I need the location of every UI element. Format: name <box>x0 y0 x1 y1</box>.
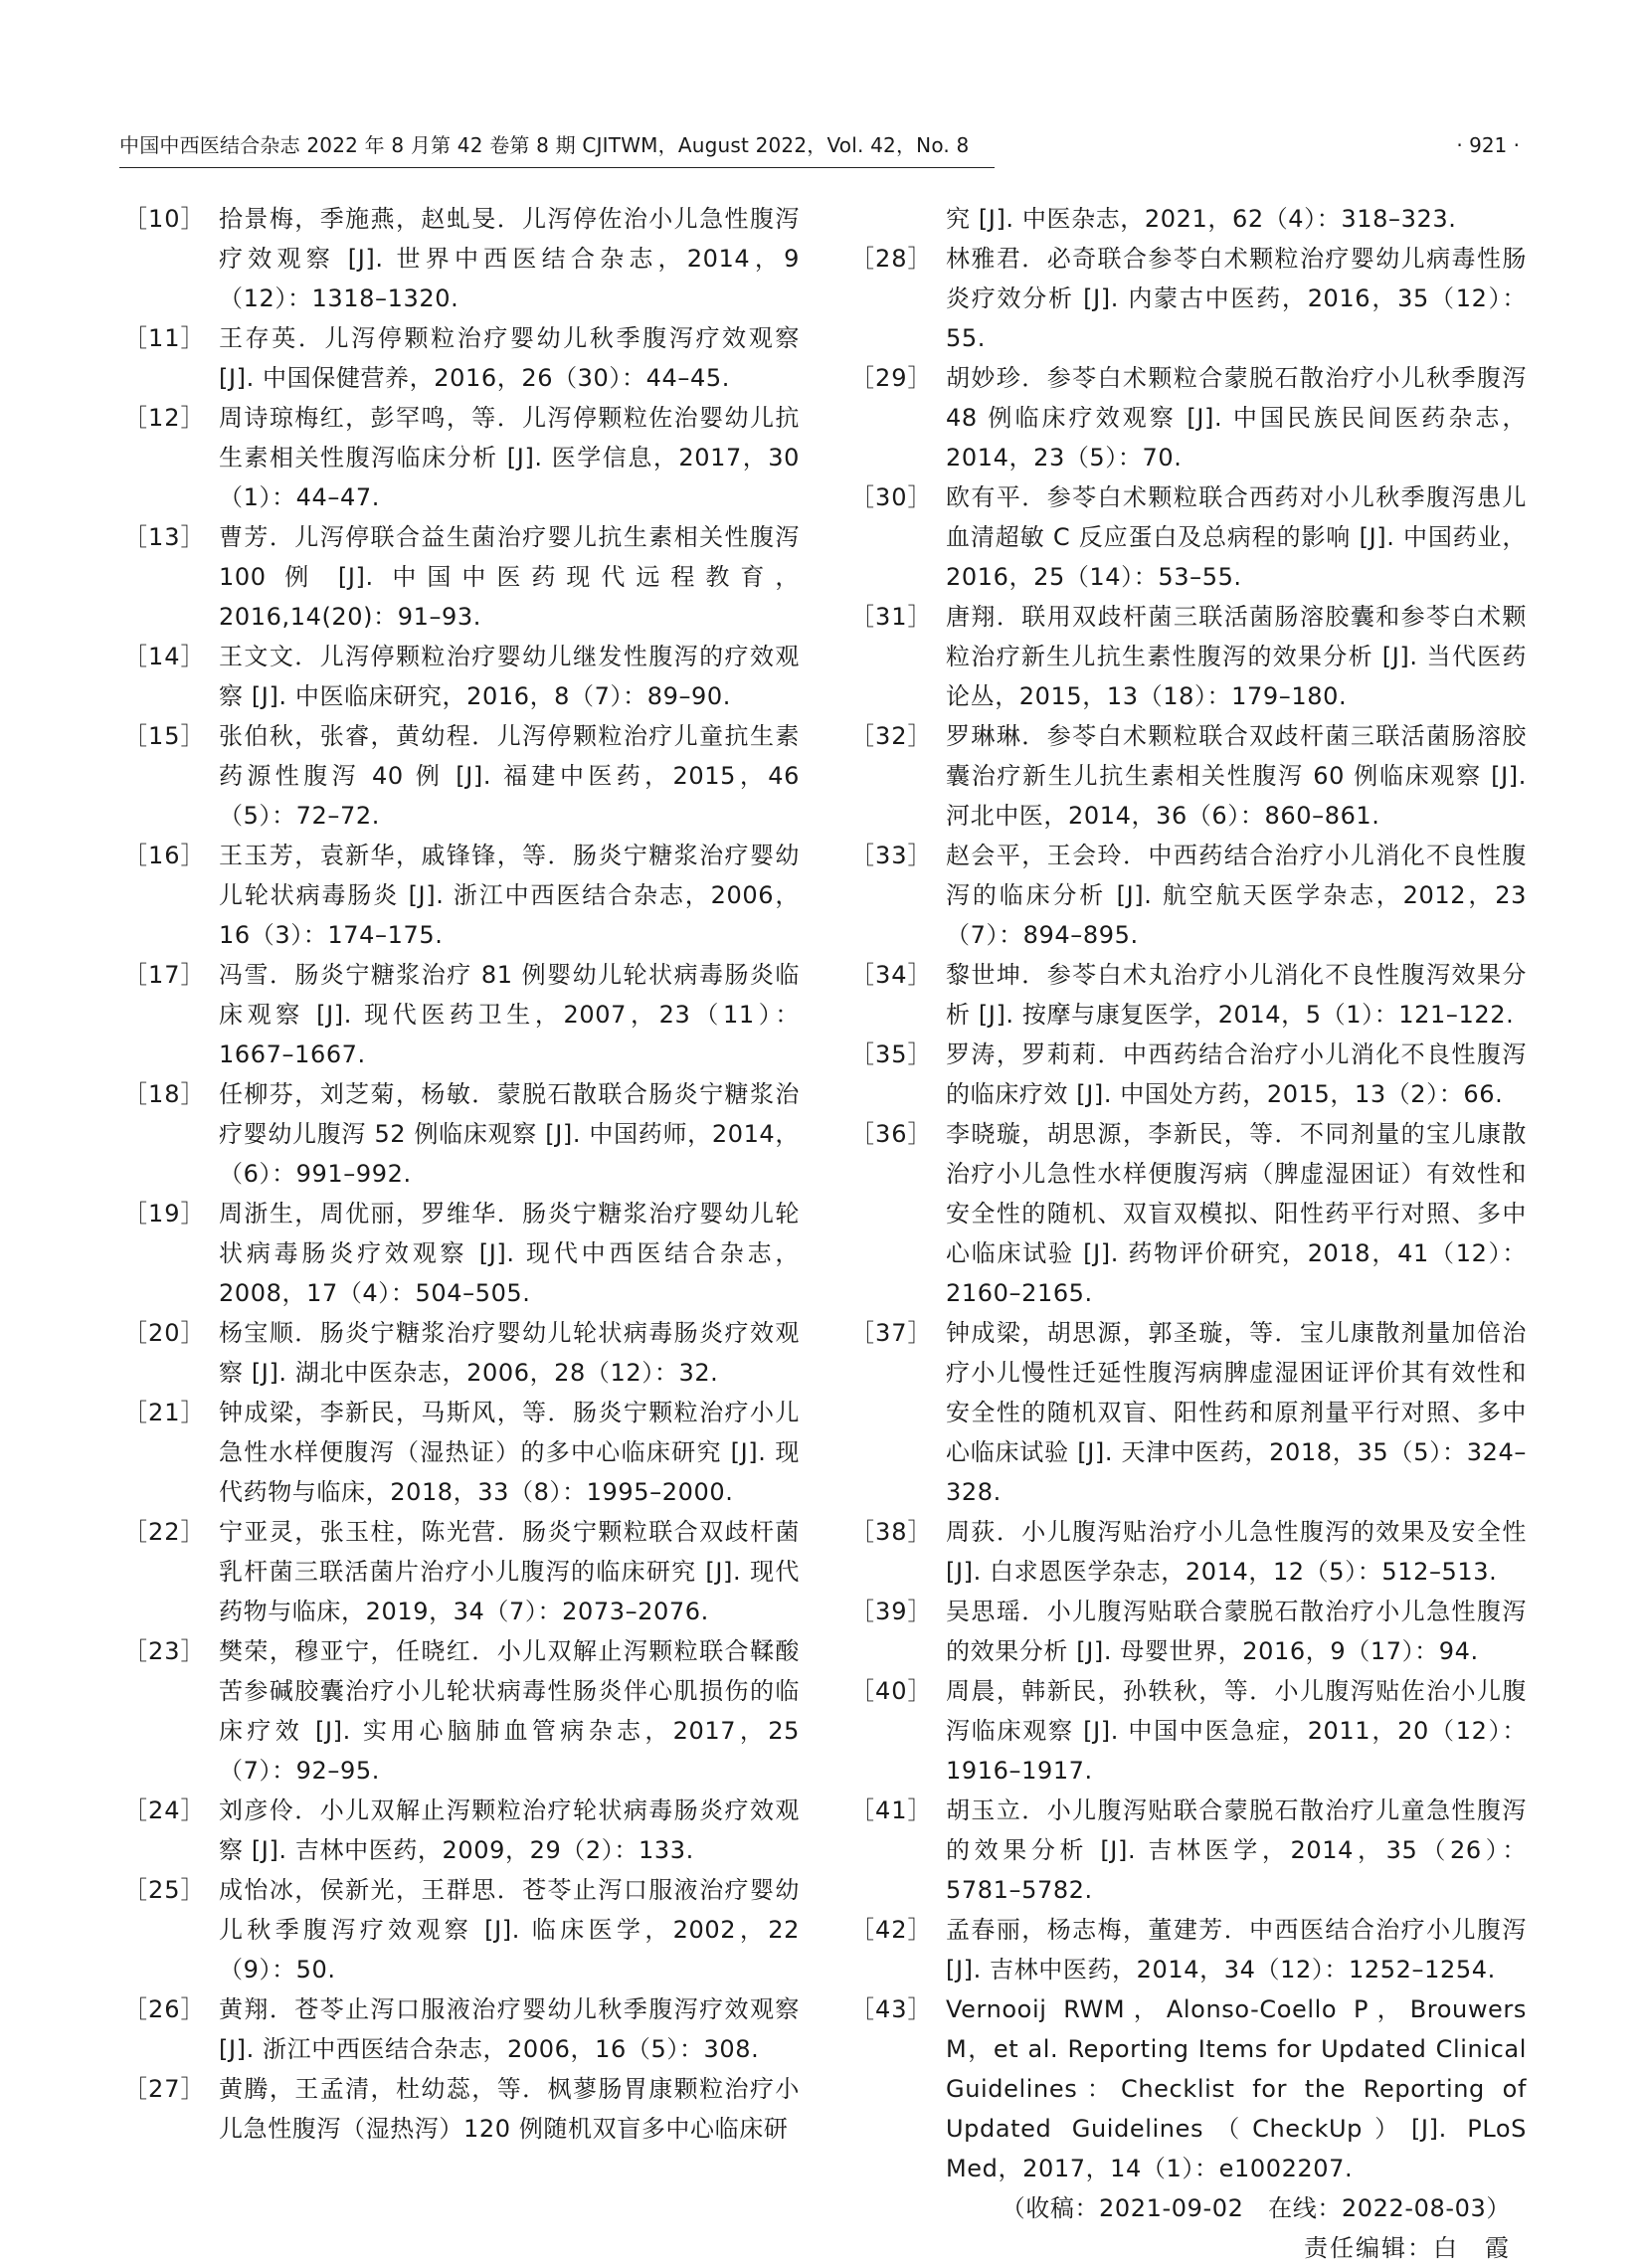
reference-text: 孟春丽，杨志梅，董建芳．中西医结合治疗小儿腹泻 [J]. 吉林中医药，2014，34（12）：1252–1254. <box>946 1916 1527 1984</box>
reference-number: ［12］ <box>123 404 206 432</box>
reference-text: 王存英．儿泻停颗粒治疗婴幼儿秋季腹泻疗效观察 [J]. 中国保健营养，2016，26（30）：44–45. <box>219 324 800 392</box>
reference-number: ［26］ <box>123 1995 206 2023</box>
reference-text: 吴思瑶．小儿腹泻贴联合蒙脱石散治疗小儿急性腹泻的效果分析 [J]. 母婴世界，2016，9（17）：94. <box>946 1598 1527 1665</box>
reference-number: ［42］ <box>850 1916 933 1944</box>
reference-entry <box>850 597 1527 716</box>
reference-entry <box>123 1870 800 1989</box>
header-rule <box>119 167 995 168</box>
reference-entry <box>123 199 800 318</box>
reference-text: 杨宝顺．肠炎宁糖浆治疗婴幼儿轮状病毒肠炎疗效观察 [J]. 湖北中医杂志，2006，28（12）：32. <box>219 1319 800 1387</box>
reference-number: ［22］ <box>123 1518 206 1546</box>
reference-entry <box>123 1791 800 1870</box>
reference-entry <box>123 637 800 716</box>
reference-text: 罗琳琳．参苓白术颗粒联合双歧杆菌三联活菌肠溶胶囊治疗新生儿抗生素相关性腹泻 60 例临床观察 [J]. 河北中医，2014，36（6）：860–861. <box>946 722 1527 830</box>
reference-text: 宁亚灵，张玉柱，陈光营．肠炎宁颗粒联合双歧杆菌乳杆菌三联活菌片治疗小儿腹泻的临床研究 [J]. 现代药物与临床，2019，34（7）：2073–2076. <box>219 1518 800 1625</box>
reference-number: ［15］ <box>123 722 206 750</box>
running-header <box>119 127 1532 163</box>
reference-entry <box>123 1194 800 1313</box>
reference-text: 黄腾，王孟清，杜幼蕊，等．枫蓼肠胃康颗粒治疗小儿急性腹泻（湿热泻）120 例随机双盲多中心临床研 <box>219 2075 800 2143</box>
reference-number: ［37］ <box>850 1319 933 1347</box>
reference-number: ［39］ <box>850 1598 933 1625</box>
reference-entry <box>123 1631 800 1791</box>
reference-column-left <box>123 199 800 2149</box>
reference-text: 拾景梅，季施燕，赵虬旻．儿泻停佐治小儿急性腹泻疗效观察 [J]. 世界中西医结合杂志，2014，9（12）：1318–1320. <box>219 205 800 312</box>
reference-entry <box>123 1393 800 1512</box>
reference-entry <box>123 318 800 398</box>
reference-number: ［16］ <box>123 842 206 869</box>
reference-text: 王玉芳，袁新华，戚锋锋，等．肠炎宁糖浆治疗婴幼儿轮状病毒肠炎 [J]. 浙江中西医结合杂志，2006，16（3）：174–175. <box>219 842 800 949</box>
reference-number: ［28］ <box>850 245 933 273</box>
reference-number: ［20］ <box>123 1319 206 1347</box>
reference-entry <box>850 836 1527 955</box>
reference-text: 成怡冰，侯新光，王群思．苍苓止泻口服液治疗婴幼儿秋季腹泻疗效观察 [J]. 临床医学，2002，22（9）：50. <box>219 1876 800 1984</box>
reference-entry <box>850 1671 1527 1791</box>
reference-number: ［17］ <box>123 961 206 989</box>
reference-text: 黎世坤．参苓白术丸治疗小儿消化不良性腹泻效果分析 [J]. 按摩与康复医学，2014，5（1）：121–122. <box>946 961 1527 1029</box>
reference-number: ［21］ <box>123 1399 206 1426</box>
reference-number: ［13］ <box>123 523 206 551</box>
reference-list-right <box>850 239 1527 2188</box>
reference-entry <box>850 1592 1527 1671</box>
reference-text: 黄翔．苍苓止泻口服液治疗婴幼儿秋季腹泻疗效观察 [J]. 浙江中西医结合杂志，2006，16（5）：308. <box>219 1995 800 2063</box>
reference-entry <box>123 836 800 955</box>
reference-entry <box>123 398 800 517</box>
reference-text: 罗涛，罗莉莉．中西药结合治疗小儿消化不良性腹泻的临床疗效 [J]. 中国处方药，2015，13（2）：66. <box>946 1040 1527 1108</box>
reference-number: ［14］ <box>123 643 206 670</box>
reference-number: ［27］ <box>123 2075 206 2103</box>
reference-entry <box>850 358 1527 477</box>
reference-number: ［25］ <box>123 1876 206 1904</box>
reference-entry <box>850 1989 1527 2188</box>
reference-text: 樊荣，穆亚宁，任晓红．小儿双解止泻颗粒联合鞣酸苦参碱胶囊治疗小儿轮状病毒性肠炎伴心肌损伤的临床疗效 [J]. 实用心脑肺血管病杂志，2017，25（7）：92–95. <box>219 1637 800 1785</box>
reference-number: ［33］ <box>850 842 933 869</box>
reference-entry <box>850 1512 1527 1592</box>
reference-number: ［31］ <box>850 603 933 631</box>
reference-text: 赵会平，王会玲．中西药结合治疗小儿消化不良性腹泻的临床分析 [J]. 航空航天医学杂志，2012，23（7）：894–895. <box>946 842 1527 949</box>
reference-text: 李晓璇，胡思源，李新民，等．不同剂量的宝儿康散治疗小儿急性水样便腹泻病（脾虚湿困证）有效性和安全性的随机、双盲双模拟、阳性药平行对照、多中心临床试验 [J]. 药物评价研究，2018，41（12）：2160–2165. <box>946 1120 1527 1307</box>
reference-entry <box>850 1791 1527 1910</box>
reference-entry <box>850 477 1527 597</box>
reference-text: 张伯秋，张睿，黄幼程．儿泻停颗粒治疗儿童抗生素药源性腹泻 40 例 [J]. 福建中医药，2015，46（5）：72–72. <box>219 722 800 830</box>
reference-text: 冯雪．肠炎宁糖浆治疗 81 例婴幼儿轮状病毒肠炎临床观察 [J]. 现代医药卫生，2007，23（11）：1667–1667. <box>219 961 800 1068</box>
reference-entry <box>850 1114 1527 1313</box>
reference-text: 曹芳．儿泻停联合益生菌治疗婴儿抗生素相关性腹泻 100 例 [J]. 中国中医药现代远程教育，2016,14(20)：91–93. <box>219 523 800 631</box>
reference-entry <box>850 955 1527 1035</box>
reference-number: ［36］ <box>850 1120 933 1148</box>
reference-entry <box>850 1910 1527 1989</box>
reference-text: 欧有平．参苓白术颗粒联合西药对小儿秋季腹泻患儿血清超敏 C 反应蛋白及总病程的影响 [J]. 中国药业，2016，25（14）：53–55. <box>946 483 1527 591</box>
page-number: · 921 · <box>1456 133 1520 157</box>
reference-number: ［24］ <box>123 1796 206 1824</box>
reference-text: 胡玉立．小儿腹泻贴联合蒙脱石散治疗儿童急性腹泻的效果分析 [J]. 吉林医学，2014，35（26）：5781–5782. <box>946 1796 1527 1904</box>
reference-text: 唐翔．联用双歧杆菌三联活菌肠溶胶囊和参苓白术颗粒治疗新生儿抗生素性腹泻的效果分析 [J]. 当代医药论丛，2015，13（18）：179–180. <box>946 603 1527 710</box>
reference-number: ［10］ <box>123 205 206 233</box>
reference-entry <box>123 716 800 836</box>
reference-entry <box>123 1989 800 2069</box>
received-online-dates: （收稿：2021-09-02 在线：2022-08-03） <box>1001 2194 1511 2222</box>
reference-number: ［11］ <box>123 324 206 352</box>
reference-number: ［35］ <box>850 1040 933 1068</box>
reference-entry <box>850 716 1527 836</box>
reference-number: ［32］ <box>850 722 933 750</box>
reference-text: 刘彦伶．小儿双解止泻颗粒治疗轮状病毒肠炎疗效观察 [J]. 吉林中医药，2009，29（2）：133. <box>219 1796 800 1864</box>
reference-text: Vernooij RWM，Alonso-Coello P，Brouwers M，et al. Reporting Items for Updated Clinical Guidelines：Checklist for the Reporting of Updated Guidelines（CheckUp）[J]. PLoS Med，2017，14（1）：e1002207. <box>946 1995 1527 2182</box>
reference-text: 周浙生，周优丽，罗维华．肠炎宁糖浆治疗婴幼儿轮状病毒肠炎疗效观察 [J]. 现代中西医结合杂志，2008，17（4）：504–505. <box>219 1200 800 1307</box>
reference-text: 钟成梁，胡思源，郭圣璇，等．宝儿康散剂量加倍治疗小儿慢性迁延性腹泻病脾虚湿困证评价其有效性和安全性的随机双盲、阳性药和原剂量平行对照、多中心临床试验 [J]. 天津中医药，2018，35（5）：324–328. <box>946 1319 1527 1506</box>
reference-number: ［38］ <box>850 1518 933 1546</box>
reference-text: 钟成梁，李新民，马斯风，等．肠炎宁颗粒治疗小儿急性水样便腹泻（湿热证）的多中心临床研究 [J]. 现代药物与临床，2018，33（8）：1995–2000. <box>219 1399 800 1506</box>
reference-number: ［34］ <box>850 961 933 989</box>
reference-entry <box>850 1313 1527 1512</box>
reference-number: ［18］ <box>123 1080 206 1108</box>
reference-number: ［43］ <box>850 1995 933 2023</box>
reference-number: ［19］ <box>123 1200 206 1228</box>
reference-text: 周诗琼梅红，彭罕鸣，等．儿泻停颗粒佐治婴幼儿抗生素相关性腹泻临床分析 [J]. 医学信息，2017，30（1）：44–47. <box>219 404 800 511</box>
reference-entry <box>850 1035 1527 1114</box>
reference-text: 林雅君．必奇联合参苓白术颗粒治疗婴幼儿病毒性肠炎疗效分析 [J]. 内蒙古中医药，2016，35（12）：55. <box>946 245 1527 352</box>
reference-entry <box>123 517 800 637</box>
reference-text: 周荻．小儿腹泻贴治疗小儿急性腹泻的效果及安全性 [J]. 白求恩医学杂志，2014，12（5）：512–513. <box>946 1518 1527 1586</box>
reference-text: 胡妙珍．参苓白术颗粒合蒙脱石散治疗小儿秋季腹泻 48 例临床疗效观察 [J]. 中国民族民间医药杂志，2014，23（5）：70. <box>946 364 1527 472</box>
reference-text: 周晨，韩新民，孙轶秋，等．小儿腹泻贴佐治小儿腹泻临床观察 [J]. 中国中医急症，2011，20（12）：1916–1917. <box>946 1677 1527 1785</box>
reference-number: ［29］ <box>850 364 933 392</box>
reference-number: ［41］ <box>850 1796 933 1824</box>
responsible-editor: 责任编辑：白 霞 <box>1304 2234 1511 2262</box>
reference-number: ［30］ <box>850 483 933 511</box>
reference-entry <box>123 1512 800 1631</box>
reference-entry <box>123 955 800 1074</box>
reference-number: ［23］ <box>123 1637 206 1665</box>
reference-number: ［40］ <box>850 1677 933 1705</box>
reference-text: 任柳芬，刘芝菊，杨敏．蒙脱石散联合肠炎宁糖浆治疗婴幼儿腹泻 52 例临床观察 [J]. 中国药师，2014，（6）：991–992. <box>219 1080 800 1188</box>
reference-entry <box>850 239 1527 358</box>
reference-entry <box>123 1074 800 1194</box>
reference-entry <box>123 1313 800 1393</box>
journal-citation-line: 中国中西医结合杂志 2022 年 8 月第 42 卷第 8 期 CJITWM，August 2022，Vol. 42，No. 8 <box>119 133 970 157</box>
reference-text: 王文文．儿泻停颗粒治疗婴幼儿继发性腹泻的疗效观察 [J]. 中医临床研究，2016，8（7）：89–90. <box>219 643 800 710</box>
reference-column-right <box>850 199 1527 2268</box>
reference-continuation: 究 [J]. 中医杂志，2021，62（4）：318–323. <box>946 205 1457 233</box>
reference-entry <box>123 2069 800 2149</box>
